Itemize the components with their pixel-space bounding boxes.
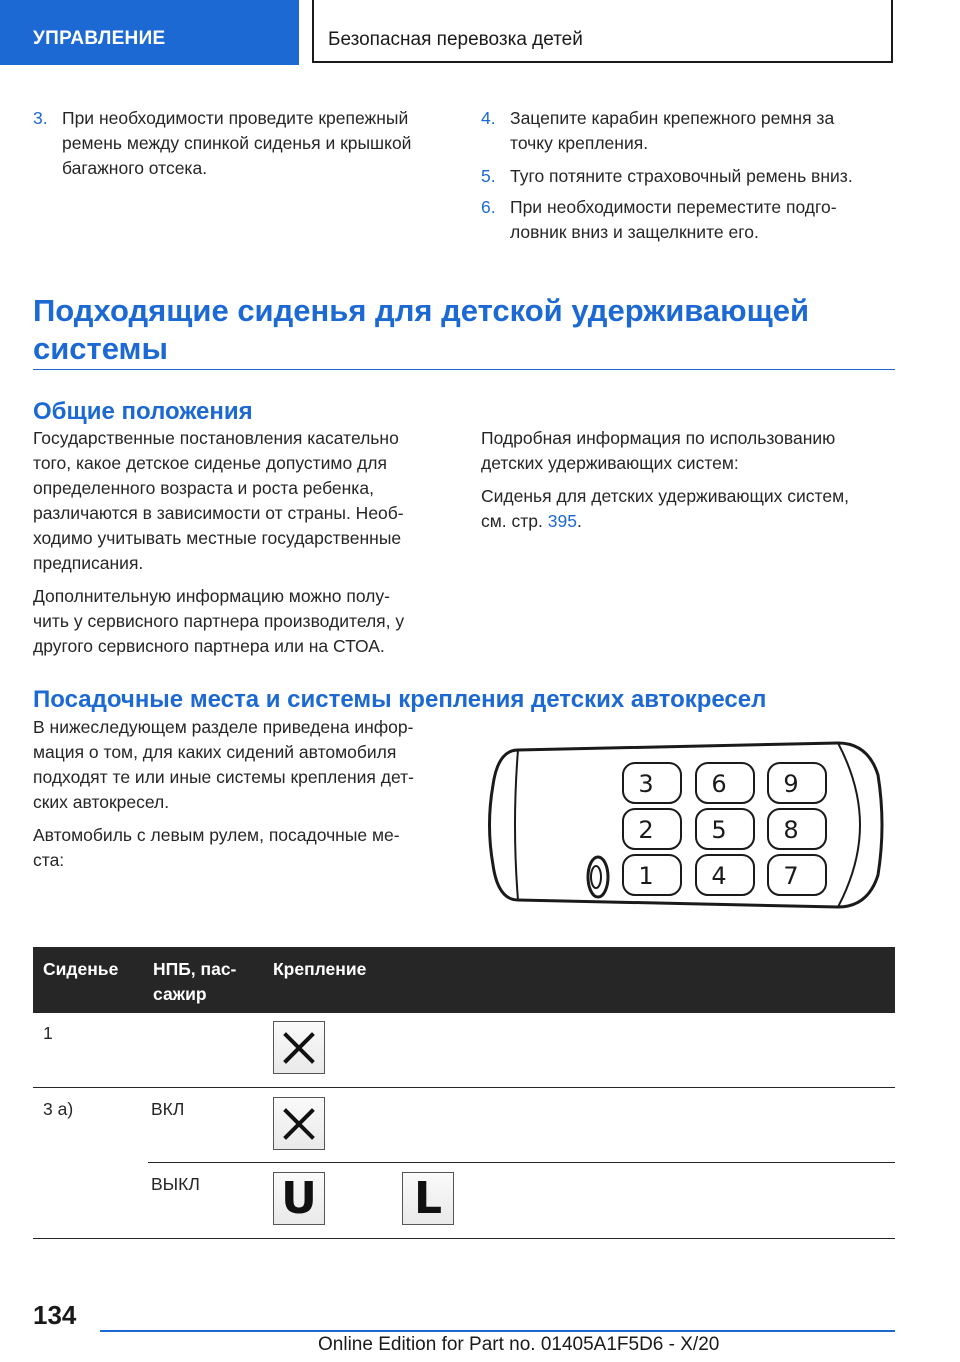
footer-edition: Online Edition for Part no. 01405A1F5D6 - X/20: [318, 1334, 720, 1355]
text-line: различаются в зависимости от страны. Необ-: [33, 503, 404, 523]
text-line: Подробная информация по использованию: [481, 428, 836, 448]
seat-number-9: 9: [783, 770, 799, 798]
footer-rule: [100, 1330, 895, 1332]
seats-text-column: [33, 715, 463, 881]
table-row-divider: [33, 1087, 895, 1088]
paragraph: [481, 426, 896, 476]
universal-mount-symbol: U: [273, 1172, 325, 1225]
seat-number-6: 6: [711, 770, 727, 798]
header-chapter-label: Безопасная перевозка детей: [328, 29, 583, 50]
seat-number-5: 5: [711, 816, 727, 844]
steering-wheel-icon: [588, 857, 608, 897]
step-3: [33, 106, 453, 186]
cross-icon: [282, 1031, 316, 1065]
text-line: определенного возраста и роста ребенка,: [33, 478, 374, 498]
page-number: 134: [33, 1300, 77, 1330]
paragraph: [33, 715, 463, 815]
page-link-395[interactable]: 395: [547, 511, 577, 531]
step-number: 5.: [481, 166, 496, 186]
seats-heading: Посадочные места и системы крепления детских автокресел: [33, 686, 767, 713]
step-line: багажного отсека.: [62, 158, 208, 178]
seat-number-7: 7: [783, 862, 799, 890]
title-divider: [33, 369, 895, 370]
text-line: другого сервисного партнера или на СТОА.: [33, 636, 385, 656]
car-rear-curve: [838, 743, 860, 907]
page-title-line: системы: [33, 331, 168, 366]
table-cell-airbag: ВЫКЛ: [151, 1174, 200, 1194]
page-title-line: Подходящие сиденья для детской удерживающей: [33, 293, 810, 328]
seat-number-3: 3: [638, 770, 654, 798]
header-chapter-box: [312, 0, 893, 63]
table-header: [33, 947, 895, 1013]
col-header-airbag: [153, 957, 236, 1007]
step-line: ловник вниз и защелкните его.: [510, 222, 759, 242]
step-6: [481, 195, 896, 245]
text-line: см. стр.: [481, 511, 548, 531]
step-line: точку крепления.: [510, 133, 649, 153]
col-header-airbag-line: НПБ, пас-: [153, 959, 237, 979]
text-line: предписания.: [33, 553, 144, 573]
paragraph: [33, 426, 463, 576]
text-line: ходимо учитывать местные государственные: [33, 528, 402, 548]
text-line: чить у сервисного партнера производителя, у: [33, 611, 405, 631]
semi-universal-mount-symbol: L: [402, 1172, 454, 1225]
text-line: детских удерживающих систем:: [481, 453, 739, 473]
col-header-mount: Крепление: [273, 959, 367, 979]
paragraph: [33, 823, 463, 873]
table-cell-seat: 1: [43, 1023, 53, 1043]
cross-icon: [282, 1107, 316, 1141]
general-right-column: [481, 426, 896, 542]
header-section-tab: [0, 0, 299, 65]
step-line: Зацепите карабин крепежного ремня за: [510, 108, 835, 128]
text-line: В нижеследующем разделе приведена инфор-: [33, 717, 414, 737]
table-bottom-rule: [33, 1238, 895, 1239]
paragraph: [33, 584, 463, 659]
text-line: Дополнительную информацию можно полу-: [33, 586, 390, 606]
step-number: 3.: [33, 108, 48, 128]
step-5: [481, 164, 896, 189]
text-line: ских автокресел.: [33, 792, 170, 812]
car-front-curve: [515, 750, 518, 900]
seat-number-1: 1: [638, 862, 654, 890]
text-line: Автомобиль с левым рулем, посадочные ме-: [33, 825, 400, 845]
text-line: того, какое детское сиденье допустимо для: [33, 453, 387, 473]
step-line: Туго потяните страховочный ремень вниз.: [510, 166, 853, 186]
step-line: При необходимости переместите подго-: [510, 197, 837, 217]
table-row-1-symbol: [273, 1021, 325, 1074]
general-left-column: [33, 426, 463, 667]
step-number: 4.: [481, 108, 496, 128]
text-punct: .: [576, 511, 582, 531]
page-title: [33, 292, 903, 368]
text-line: Сиденья для детских удерживающих систем,: [481, 486, 850, 506]
step-line: ремень между спинкой сиденья и крышкой: [62, 133, 412, 153]
step-number: 6.: [481, 197, 496, 217]
table-cell-airbag: ВКЛ: [151, 1099, 185, 1119]
text-line: ста:: [33, 850, 65, 870]
paragraph: [481, 484, 896, 534]
col-header-seat: Сиденье: [43, 959, 119, 979]
text-line: подходят те или иные системы крепления дет-: [33, 767, 414, 787]
text-line: мация о том, для каких сидений автомобиля: [33, 742, 397, 762]
table-row-divider: [148, 1162, 895, 1163]
col-header-airbag-line: сажир: [153, 984, 207, 1004]
step-line: При необходимости проведите крепежный: [62, 108, 409, 128]
table-row-2-symbol: [273, 1097, 325, 1150]
seat-number-8: 8: [783, 816, 799, 844]
header-section-label: УПРАВЛЕНИЕ: [33, 28, 166, 49]
table-cell-seat: 3 a): [43, 1099, 74, 1119]
seat-layout-diagram: [478, 725, 898, 925]
general-heading: Общие положения: [33, 398, 253, 425]
seat-number-4: 4: [711, 862, 727, 890]
seat-number-2: 2: [638, 816, 654, 844]
text-line: Государственные постановления касательно: [33, 428, 399, 448]
step-4: [481, 106, 896, 156]
